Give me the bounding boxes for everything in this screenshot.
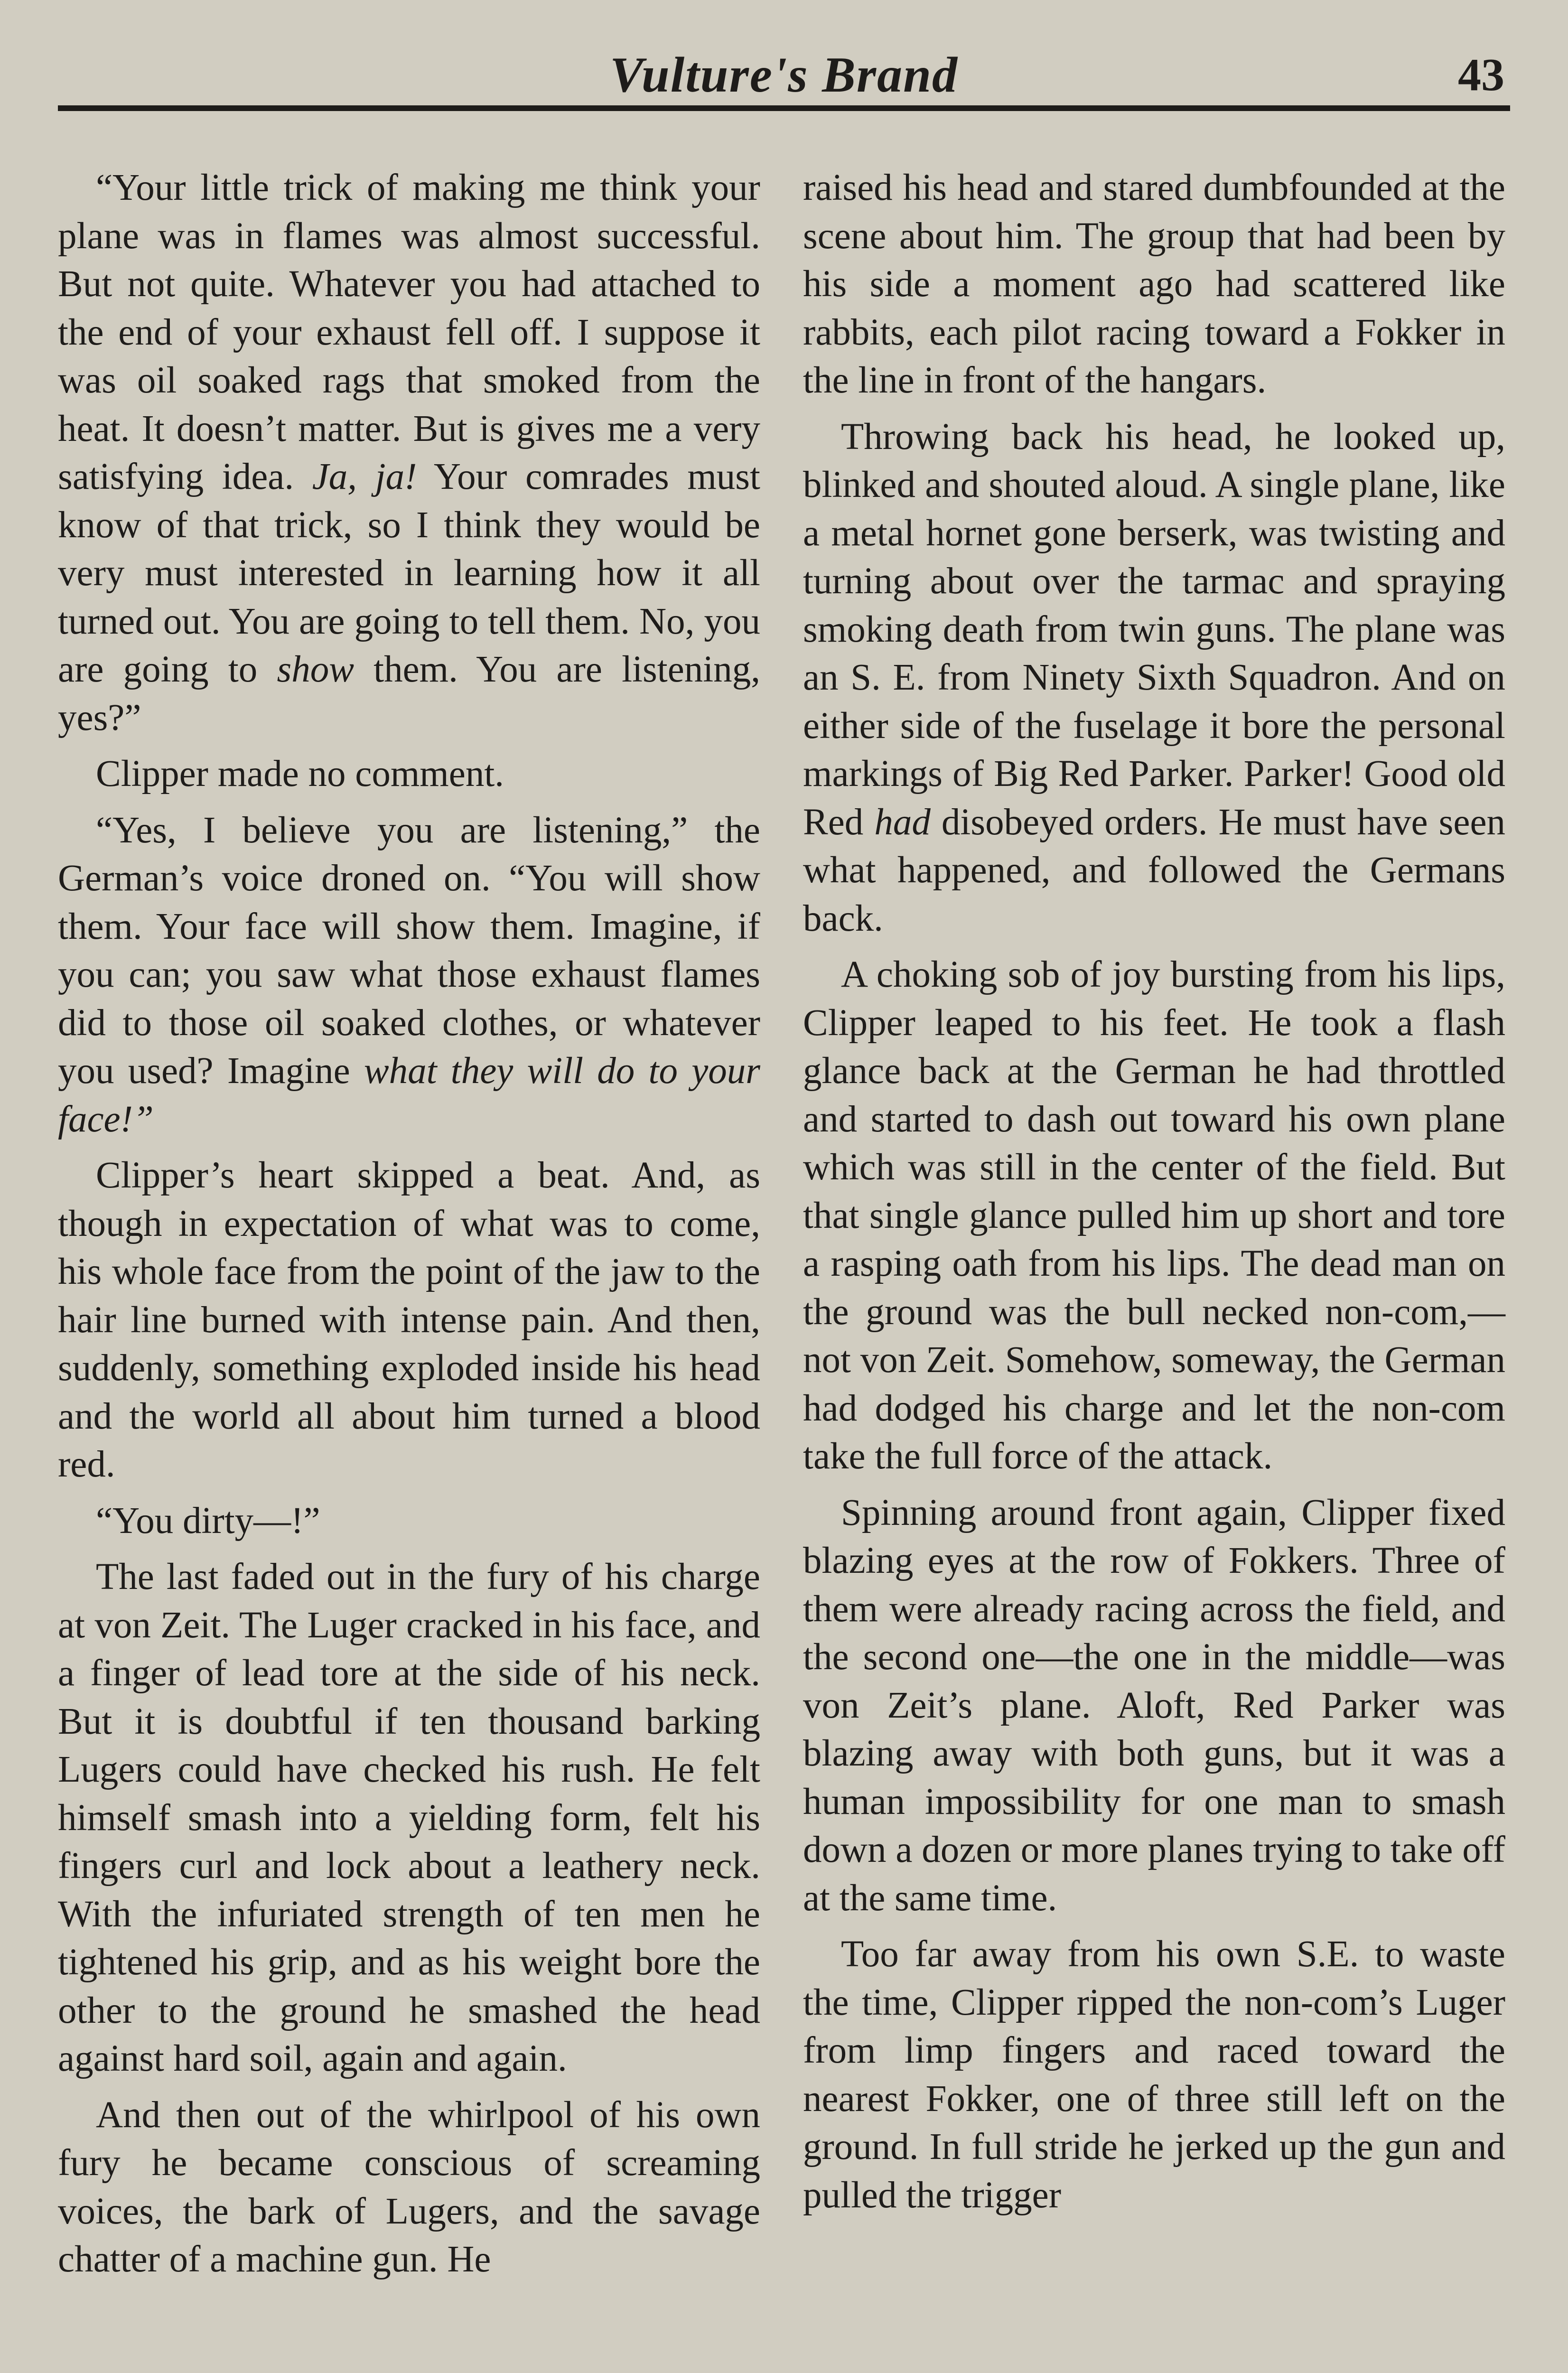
page-number: 43	[1458, 49, 1504, 101]
paragraph: The last faded out in the fury of his charge at von Zeit. The Luger cracked in his face, and a finger of lead tore at the side of his neck. But it is doubtful if ten thousand barking Lugers could have checked his rush. He felt himself smash into a yielding form, felt his fingers curl and lock about a leathery neck. With the infuriated strength of ten men he tightened his grip, and as his weight bore the other to the ground he smashed the head against hard soil, again and again.	[58, 1556, 760, 2079]
header-rule	[58, 105, 1510, 111]
paragraph: Clipper made no comment.	[96, 753, 504, 794]
left-column	[58, 164, 760, 2292]
right-column	[803, 164, 1505, 2227]
paragraph: Clipper’s heart skipped a beat. And, as though in expectation of what was to come, his whole face from the point of the jaw to the hair line burned with intense pain. And then, suddenly, something exploded inside his head and the world all about him turned a blood red.	[58, 1155, 760, 1485]
paragraph: “You dirty—!”	[96, 1500, 320, 1542]
paragraph: Throwing back his head, he looked up, blinked and shouted aloud. A single plane, like a metal hornet gone berserk, was twisting and turning about over the tarmac and spraying smoking death from twin guns. The plane was an S. E. from Ninety Sixth Squadron. And on either side of the fuselage it bore the personal markings of Big Red Parker. Parker! Good old Red had disobeyed orders. He must have seen what happened, and followed the Germans back.	[803, 416, 1506, 939]
paragraph: “Yes, I believe you are listening,” the German’s voice droned on. “You will show them. Your face will show them. Imagine, if you can; you saw what those exhaust flames did to those oil soaked clothes, or whatever you used? Imagine what they will do to your face!”	[58, 809, 761, 1140]
page-header	[58, 42, 1510, 113]
paragraph: A choking sob of joy bursting from his lips, Clipper leaped to his feet. He took a flash glance back at the German he had throttled and started to dash out toward his own plane which was still in the center of the field. But that single glance pulled him up short and tore a rasping oath from his lips. The dead man on the ground was the bull necked non-com,—not von Zeit. Somehow, someway, the German had dodged his charge and let the non-com take the full force of the attack.	[803, 954, 1505, 1477]
paragraph: “Your little trick of making me think your plane was in flames was almost successful. But not quite. Whatever you had attached to the end of your exhaust fell off. I suppose it was oil soaked rags that smoked from the heat. It doesn’t matter. But is gives me a very satisfying idea. Ja, ja! Your comrades must know of that trick, so I think they would be very must interested in learning how it all turned out. You are going to tell them. No, you are going to show them. You are listening, yes?”	[58, 167, 760, 738]
running-title: Vulture's Brand	[609, 47, 959, 103]
paragraph: raised his head and stared dumbfounded at the scene about him. The group that had been by his side a moment ago had scattered like rabbits, each pilot racing toward a Fokker in the line in front of the hangars.	[803, 167, 1505, 401]
paragraph: Spinning around front again, Clipper fixed blazing eyes at the row of Fokkers. Three of them were already racing across the field, and the second one—the one in the middle—was von Zeit’s plane. Aloft, Red Parker was blazing away with both guns, but it was a human impossibility for one man to smash down a dozen or more planes trying to take off at the same time.	[803, 1492, 1505, 1919]
paragraph: Too far away from his own S.E. to waste the time, Clipper ripped the non-com’s Luger from limp fingers and raced toward the nearest Fokker, one of three still left on the ground. In full stride he jerked up the gun and pulled the trigger	[803, 1934, 1505, 2216]
paragraph: And then out of the whirlpool of his own fury he became conscious of screaming voices, the bark of Lugers, and the savage chatter of a machine gun. He	[58, 2094, 760, 2280]
